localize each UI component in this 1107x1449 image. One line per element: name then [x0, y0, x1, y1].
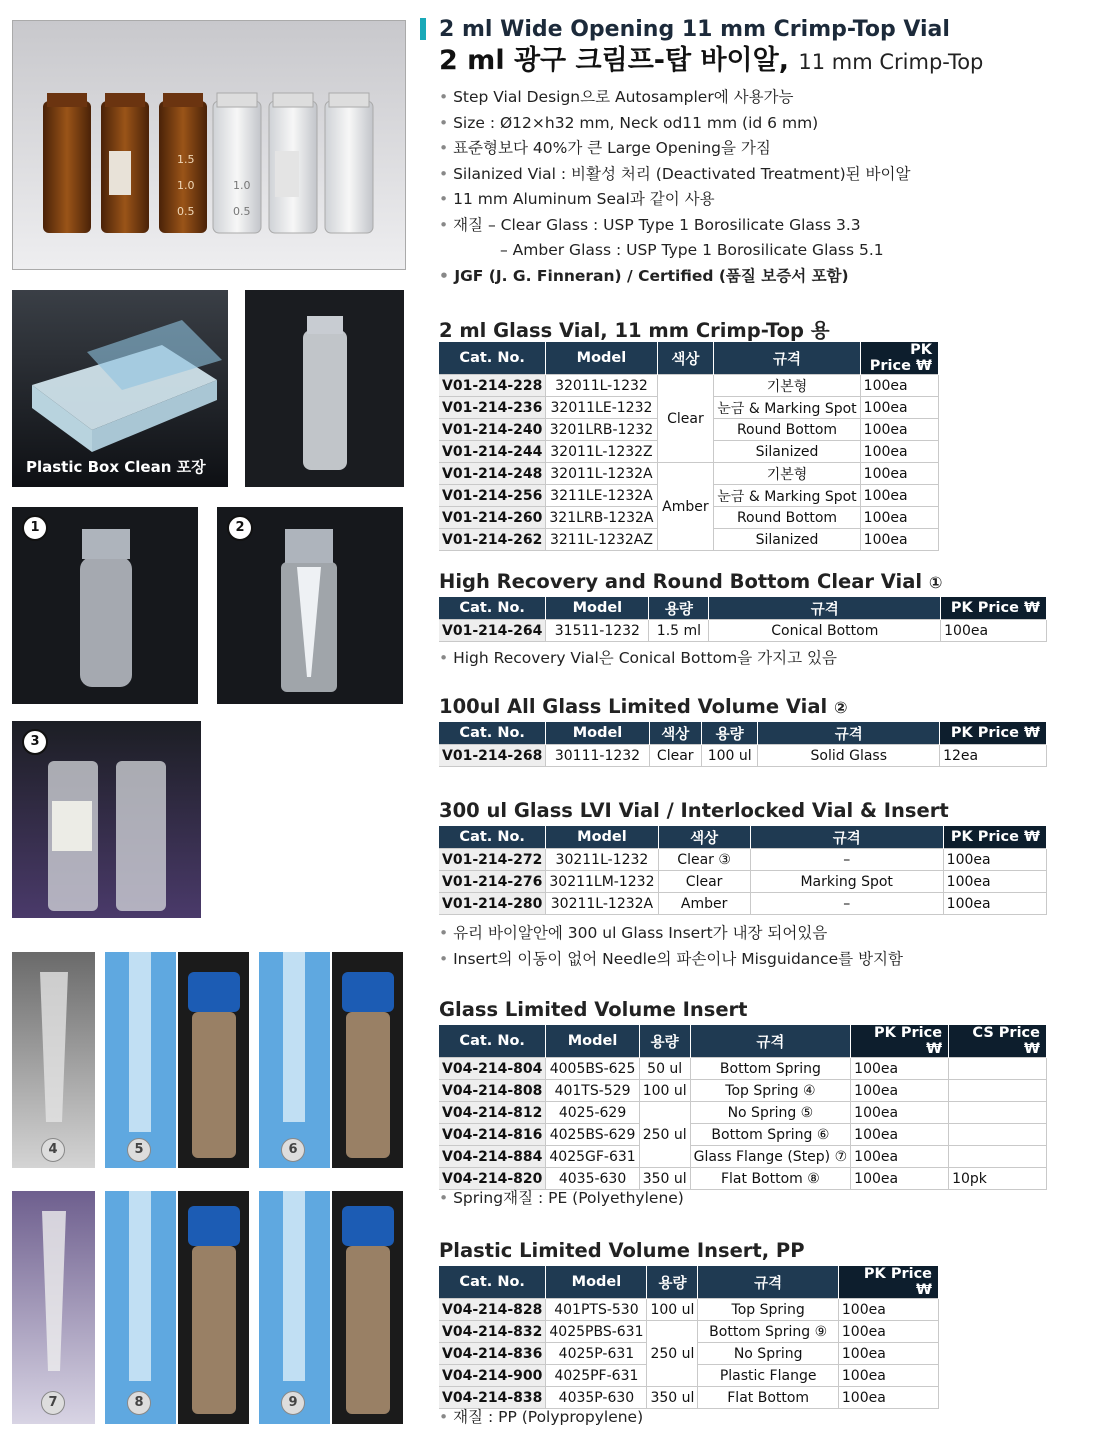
price: 100ea	[860, 397, 938, 419]
cat-no: V01-214-240	[439, 419, 546, 441]
price: 100ea	[838, 1387, 938, 1409]
col-cat: Cat. No.	[439, 722, 546, 745]
table-row	[439, 620, 1047, 642]
plastic-box-photo	[12, 290, 228, 487]
table-row	[439, 463, 939, 485]
model: 321LRB-1232A	[546, 507, 657, 529]
col-spec: 규격	[714, 342, 860, 375]
model: 32011L-1232Z	[546, 441, 657, 463]
spec: Flat Bottom	[698, 1387, 838, 1409]
single-vial-photo	[245, 290, 404, 487]
col-model: Model	[546, 722, 649, 745]
col-volume: 용량	[639, 1025, 690, 1058]
photo-number-9: 9	[281, 1391, 305, 1415]
model: 31511-1232	[546, 620, 649, 642]
model: 30111-1232	[546, 745, 649, 767]
spec: –	[750, 893, 943, 915]
price: 100ea	[860, 507, 938, 529]
model: 4025-629	[546, 1102, 639, 1124]
col-model: Model	[546, 1025, 639, 1058]
table-row	[439, 1146, 1047, 1168]
spec: Top Spring	[698, 1299, 838, 1321]
lvi-vial-table	[439, 826, 1047, 915]
price: 100ea	[943, 871, 1046, 893]
lvi-vial-photo	[12, 721, 201, 918]
insert-photo-5	[105, 952, 176, 1168]
spec: –	[750, 849, 943, 871]
model: 4025BS-629	[546, 1124, 639, 1146]
color: Amber	[658, 893, 750, 915]
feature-list	[439, 85, 1099, 289]
color: Clear	[658, 871, 750, 893]
col-spec: 규격	[690, 1025, 851, 1058]
col-volume: 용량	[647, 1266, 698, 1299]
title-korean	[439, 44, 1099, 79]
cat-no: V01-214-244	[439, 441, 546, 463]
cat-no: V01-214-260	[439, 507, 546, 529]
volume: 350 ul	[639, 1168, 690, 1190]
price: 100ea	[851, 1080, 949, 1102]
price: 100ea	[851, 1058, 949, 1080]
spec: Solid Glass	[758, 745, 940, 767]
cat-no: V04-214-816	[439, 1124, 546, 1146]
col-cat: Cat. No.	[439, 826, 546, 849]
amber-vial-3	[159, 93, 207, 233]
section-title-glass-vial: 2 ml Glass Vial, 11 mm Crimp-Top 용	[439, 319, 830, 342]
cat-no: V01-214-264	[439, 620, 546, 642]
spec: Silanized	[714, 441, 860, 463]
grad-1-0: 1.0	[177, 179, 195, 192]
feature-item: • Silanized Vial : 비활성 처리 (Deactivated Treatment)된 바이알	[439, 162, 1099, 188]
clear-vial-1	[213, 93, 261, 233]
model: 32011L-1232	[546, 375, 657, 397]
feature-item: – Amber Glass : USP Type 1 Borosilicate Glass 5.1	[500, 241, 884, 259]
col-cs-price: CS Price ₩	[949, 1025, 1047, 1058]
col-pk-price: PK Price ₩	[943, 826, 1046, 849]
model: 32011L-1232A	[546, 463, 657, 485]
spec: Marking Spot	[750, 871, 943, 893]
plastic-box-caption: Plastic Box Clean 포장	[26, 458, 206, 476]
insert-photo-6	[259, 952, 330, 1168]
model: 401PTS-530	[546, 1299, 647, 1321]
photo-number-4: 4	[41, 1138, 65, 1162]
title-accent-bar	[420, 18, 426, 40]
tables-area	[439, 315, 1099, 1445]
clear-vial-3	[325, 93, 373, 233]
section-title-limited-volume	[439, 695, 848, 718]
volume: 250 ul	[639, 1102, 690, 1168]
vial-cap-photo-8	[178, 1191, 249, 1424]
feature-item: • 표준형보다 40%가 큰 Large Opening을 가짐	[439, 136, 1099, 162]
col-cat: Cat. No.	[439, 597, 546, 620]
volume: 100 ul	[639, 1080, 690, 1102]
vial-cap-photo-6	[332, 952, 403, 1168]
model: 30211L-1232	[546, 849, 658, 871]
insert-photo-4	[12, 952, 95, 1168]
photo-number-6: 6	[281, 1138, 305, 1162]
cat-no: V04-214-832	[439, 1321, 546, 1343]
cat-no: V04-214-836	[439, 1343, 546, 1365]
product-info	[439, 16, 1099, 289]
model: 401TS-529	[546, 1080, 639, 1102]
col-color: 색상	[658, 826, 750, 849]
spec: 눈금 & Marking Spot	[714, 485, 860, 507]
model: 4035-630	[546, 1168, 639, 1190]
photo-number-7: 7	[41, 1391, 65, 1415]
table-row	[439, 1299, 939, 1321]
price: 100ea	[860, 529, 938, 551]
insert-photo-8	[105, 1191, 176, 1424]
table-row	[439, 1058, 1047, 1080]
spec: 눈금 & Marking Spot	[714, 397, 860, 419]
col-model: Model	[546, 1266, 647, 1299]
table-row	[439, 871, 1047, 893]
col-model: Model	[546, 597, 649, 620]
cat-no: V01-214-276	[439, 871, 546, 893]
glass-vial-table	[439, 342, 939, 551]
title-circle-number: ①	[928, 573, 943, 592]
title-suffix: 11 mm Crimp-Top	[798, 50, 984, 74]
price: 100ea	[851, 1102, 949, 1124]
table-row	[439, 849, 1047, 871]
table-row	[439, 1321, 939, 1343]
cs-price	[949, 1124, 1047, 1146]
col-color: 색상	[649, 722, 701, 745]
price: 100ea	[851, 1146, 949, 1168]
col-cat: Cat. No.	[439, 342, 546, 375]
cat-no: V04-214-828	[439, 1299, 546, 1321]
cat-no: V01-214-262	[439, 529, 546, 551]
col-spec: 규격	[698, 1266, 838, 1299]
color: Amber	[657, 463, 714, 551]
col-cat: Cat. No.	[439, 1025, 546, 1058]
model: 4025P-631	[546, 1343, 647, 1365]
color: Clear	[657, 375, 714, 463]
model: 4025PF-631	[546, 1365, 647, 1387]
volume: 250 ul	[647, 1321, 698, 1387]
title-text: 100ul All Glass Limited Volume Vial	[439, 695, 828, 718]
cat-no: V01-214-248	[439, 463, 546, 485]
spec: Top Spring ④	[690, 1080, 851, 1102]
cat-no: V01-214-236	[439, 397, 546, 419]
title-korean-main: 2 ml 광구 크림프-탑 바이알,	[439, 45, 789, 76]
grad-1-5: 1.5	[177, 153, 195, 166]
price: 100ea	[851, 1168, 949, 1190]
price: 100ea	[851, 1124, 949, 1146]
model: 30211LM-1232	[546, 871, 658, 893]
spec: Conical Bottom	[709, 620, 941, 642]
spec: Bottom Spring ⑥	[690, 1124, 851, 1146]
cs-price	[949, 1102, 1047, 1124]
photo-number-5: 5	[127, 1138, 151, 1162]
section-title-glass-insert: Glass Limited Volume Insert	[439, 998, 748, 1021]
spec: Round Bottom	[714, 419, 860, 441]
lvi-note: • 유리 바이알안에 300 ul Glass Insert가 내장 되어있음	[439, 921, 827, 943]
table-row	[439, 1102, 1047, 1124]
title-circle-number: ②	[833, 698, 848, 717]
col-spec: 규격	[709, 597, 941, 620]
col-spec: 규격	[750, 826, 943, 849]
price: 100ea	[943, 893, 1046, 915]
cat-no: V04-214-812	[439, 1102, 546, 1124]
spec: Bottom Spring	[690, 1058, 851, 1080]
feature-item: • 재질 – Clear Glass : USP Type 1 Borosilicate Glass 3.3	[439, 213, 1099, 239]
table-row	[439, 1080, 1047, 1102]
amber-vial-2	[101, 93, 149, 233]
col-pk-price: PK Price ₩	[860, 342, 938, 375]
col-model: Model	[546, 826, 658, 849]
spec: 기본형	[714, 463, 860, 485]
table-row	[439, 893, 1047, 915]
volume: 350 ul	[647, 1387, 698, 1409]
spec: Plastic Flange	[698, 1365, 838, 1387]
model: 32011LE-1232	[546, 397, 657, 419]
price: 100ea	[941, 620, 1047, 642]
photo-number-2: 2	[227, 515, 253, 541]
model: 4005BS-625	[546, 1058, 639, 1080]
glass-insert-table	[439, 1025, 1047, 1190]
col-spec: 규격	[758, 722, 940, 745]
title-english: 2 ml Wide Opening 11 mm Crimp-Top Vial	[439, 17, 950, 42]
feature-item: • Step Vial Design으로 Autosampler에 사용가능	[439, 85, 1099, 111]
clear-vial-2	[269, 93, 317, 233]
price: 100ea	[860, 375, 938, 397]
col-pk-price: PK Price ₩	[940, 722, 1047, 745]
limited-volume-table	[439, 722, 1047, 767]
model: 3201LRB-1232	[546, 419, 657, 441]
cat-no: V01-214-228	[439, 375, 546, 397]
feature-item: • Size : Ø12×h32 mm, Neck od11 mm (id 6 mm)	[439, 111, 1099, 137]
volume: 1.5 ml	[649, 620, 709, 642]
cat-no: V04-214-838	[439, 1387, 546, 1409]
plastic-insert-note: • 재질 : PP (Polypropylene)	[439, 1405, 643, 1427]
price: 100ea	[943, 849, 1046, 871]
clear-grad-1-0: 1.0	[233, 179, 251, 192]
feature-item: • 11 mm Aluminum Seal과 같이 사용	[439, 187, 1099, 213]
cat-no: V04-214-820	[439, 1168, 546, 1190]
insert-photo-9	[259, 1191, 330, 1424]
col-volume: 용량	[649, 597, 709, 620]
section-title-lvi-vial: 300 ul Glass LVI Vial / Interlocked Vial & Insert	[439, 799, 949, 822]
cat-no: V04-214-804	[439, 1058, 546, 1080]
col-model: Model	[546, 342, 657, 375]
table-row	[439, 745, 1047, 767]
col-volume: 용량	[701, 722, 758, 745]
plastic-insert-table	[439, 1266, 939, 1409]
vial-cap-photo-5	[178, 952, 249, 1168]
model: 4035P-630	[546, 1387, 647, 1409]
color: Clear	[649, 745, 701, 767]
price: 100ea	[838, 1299, 938, 1321]
feature-item: • JGF (J. G. Finneran) / Certified (품질 보증서 포함)	[439, 264, 1099, 290]
model: 4025PBS-631	[546, 1321, 647, 1343]
section-title-plastic-insert: Plastic Limited Volume Insert, PP	[439, 1239, 805, 1262]
model: 4025GF-631	[546, 1146, 639, 1168]
cat-no: V04-214-808	[439, 1080, 546, 1102]
model: 3211LE-1232A	[546, 485, 657, 507]
price: 100ea	[860, 485, 938, 507]
section-title-high-recovery	[439, 570, 942, 593]
grad-0-5: 0.5	[177, 205, 195, 218]
title-text: High Recovery and Round Bottom Clear Vial	[439, 570, 923, 593]
photo-number-8: 8	[127, 1391, 151, 1415]
glass-insert-note: • Spring재질 : PE (Polyethylene)	[439, 1186, 684, 1208]
col-color: 색상	[657, 342, 714, 375]
col-pk-price: PK Price ₩	[838, 1266, 938, 1299]
cs-price: 10pk	[949, 1168, 1047, 1190]
cat-no: V04-214-900	[439, 1365, 546, 1387]
volume: 50 ul	[639, 1058, 690, 1080]
price: 100ea	[838, 1321, 938, 1343]
table-row	[439, 1124, 1047, 1146]
cs-price	[949, 1146, 1047, 1168]
cs-price	[949, 1058, 1047, 1080]
price: 100ea	[838, 1365, 938, 1387]
price: 100ea	[860, 463, 938, 485]
high-recovery-note: • High Recovery Vial은 Conical Bottom을 가지고 있음	[439, 646, 837, 668]
model: 3211L-1232AZ	[546, 529, 657, 551]
spec: Flat Bottom ⑧	[690, 1168, 851, 1190]
spec: Glass Flange (Step) ⑦	[690, 1146, 851, 1168]
vial-cap-photo-9	[332, 1191, 403, 1424]
cat-no: V01-214-256	[439, 485, 546, 507]
spec: Bottom Spring ⑨	[698, 1321, 838, 1343]
cat-no: V01-214-272	[439, 849, 546, 871]
cs-price	[949, 1080, 1047, 1102]
photo-number-1: 1	[22, 515, 48, 541]
insert-photo-7	[12, 1191, 95, 1424]
color: Clear ③	[658, 849, 750, 871]
cat-no: V01-214-268	[439, 745, 546, 767]
amber-vial-1	[43, 93, 91, 233]
spec: Silanized	[714, 529, 860, 551]
clear-grad-0-5: 0.5	[233, 205, 251, 218]
spec: Round Bottom	[714, 507, 860, 529]
price: 100ea	[838, 1343, 938, 1365]
price: 100ea	[860, 441, 938, 463]
photo-number-3: 3	[22, 729, 48, 755]
vial-lineup-photo	[12, 20, 406, 270]
spec: 기본형	[714, 375, 860, 397]
model: 30211L-1232A	[546, 893, 658, 915]
volume: 100 ul	[701, 745, 758, 767]
cat-no: V01-214-280	[439, 893, 546, 915]
table-row	[439, 375, 939, 397]
limited-volume-vial-photo	[217, 507, 403, 704]
price: 12ea	[940, 745, 1047, 767]
col-pk-price: PK Price ₩	[851, 1025, 949, 1058]
price: 100ea	[860, 419, 938, 441]
high-recovery-vial-photo	[12, 507, 198, 704]
volume: 100 ul	[647, 1299, 698, 1321]
high-recovery-table	[439, 597, 1047, 642]
lvi-note: • Insert의 이동이 없어 Needle의 파손이나 Misguidance를 방지함	[439, 947, 903, 969]
spec: No Spring	[698, 1343, 838, 1365]
spec: No Spring ⑤	[690, 1102, 851, 1124]
col-pk-price: PK Price ₩	[941, 597, 1047, 620]
cat-no: V04-214-884	[439, 1146, 546, 1168]
col-cat: Cat. No.	[439, 1266, 546, 1299]
